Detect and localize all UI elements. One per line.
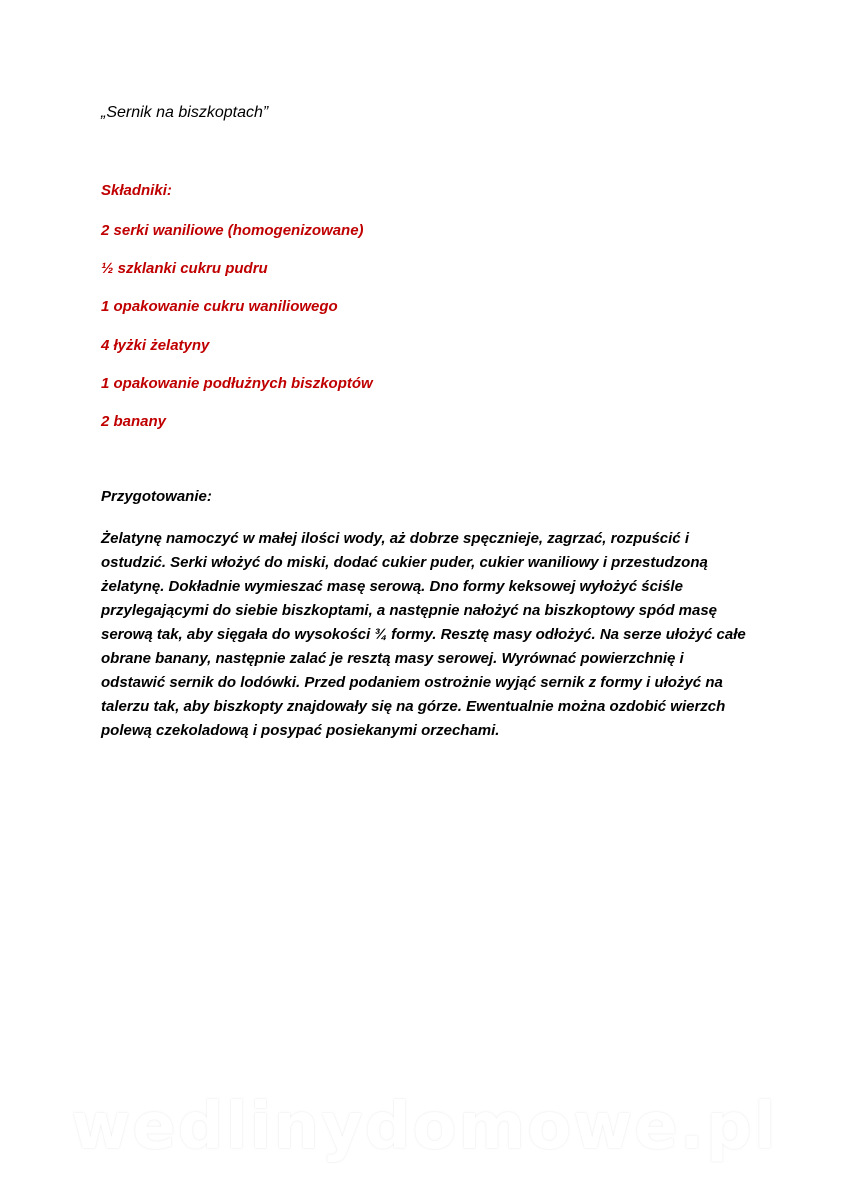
ingredient-item: ½ szklanki cukru pudru [101,260,268,278]
ingredients-heading: Składniki: [101,182,172,199]
preparation-text: Żelatynę namoczyć w małej ilości wody, aż dobrze spęcznieje, zagrzać, rozpuścić i ostudzić. Serki włożyć do miski, dodać cukier puder, cukier waniliowy i przestudzoną żelatynę. Dokładnie wymieszać masę serową. Dno formy keksowej wyłożyć ściśle przylegającymi do siebie biszkoptami, a następnie nałożyć na biszkoptowy spód masę serową tak, aby sięgała do wysokości ¾ formy. Resztę masy odłożyć. Na serze ułożyć całe obrane banany, następnie zalać je resztą masy serowej. Wyrównać powierzchnię i odstawić sernik do lodówki. Przed podaniem ostrożnie wyjąć sernik z formy i ułożyć na talerzu tak, aby biszkopty znajdowały się na górze. Ewentualnie można ozdobić wierzch polewą czekoladową i posypać posiekanymi orzechami. [101,530,746,739]
preparation-heading: Przygotowanie: [101,488,212,505]
ingredient-item: 2 banany [101,412,167,430]
ingredient-item: 1 opakowanie cukru waniliowego [101,298,338,316]
recipe-title: „Sernik na biszkoptach” [101,104,269,121]
ingredients-list [101,222,373,451]
ingredient-item: 2 serki waniliowe (homogenizowane) [101,222,364,239]
ingredient-item: 4 łyżki żelatyny [101,336,210,354]
ingredient-item: 1 opakowanie podłużnych biszkoptów [101,374,373,392]
watermark: wedlinydomowe.pl [71,1090,778,1164]
